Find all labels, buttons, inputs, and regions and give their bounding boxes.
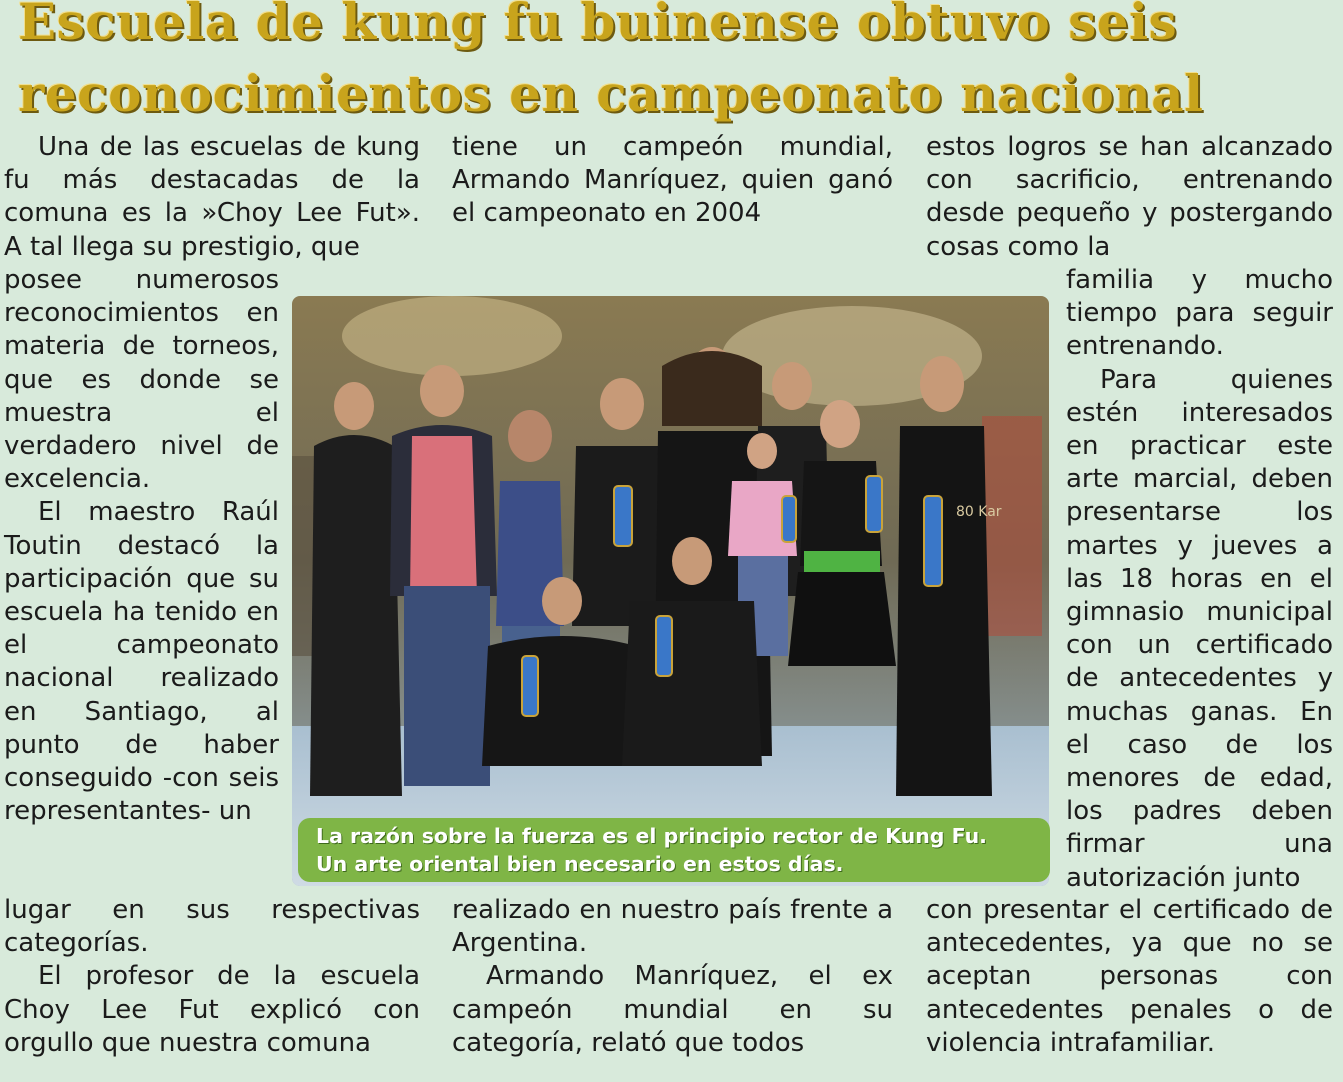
paragraph: lugar en sus respectivas categorías. [4,895,420,959]
column-1-top [4,131,420,264]
column-3-top [926,131,1333,264]
paragraph: Para quienes estén interesados en practicar este arte marcial, deben presentarse los martes y jueves a las 18 horas en el gimnasio municipal con un certificado de antecedentes y muchas ganas. En el caso de los menores de edad, los padres deben firmar una autorización junto [1066,364,1333,893]
paragraph: El profesor de la escuela Choy Lee Fut explicó con orgullo que nuestra comuna [4,961,420,1058]
paragraph: realizado en nuestro país frente a Argentina. [452,895,893,959]
paragraph: tiene un campeón mundial, Armando Manríquez, quien ganó el campeonato en 2004 [452,132,893,229]
shirt-text: 80 Kar [956,504,1002,520]
group-photo-illustration [292,296,1049,886]
paragraph: familia y mucho tiempo para seguir entrenando. [1066,265,1333,362]
headline-line-1: Escuela de kung fu buinense obtuvo seis [18,0,1178,51]
column-1-bottom [4,894,420,1060]
paragraph: posee numerosos reconocimientos en materia de torneos, que es donde se muestra el verdadero nivel de excelencia. [4,265,279,495]
paragraph: El maestro Raúl Toutin destacó la participación que su escuela ha tenido en el campeonato nacional realizado en Santiago, al punto de haber conseguido -con seis representantes- un [4,497,279,827]
headline-line-2: reconocimientos en campeonato nacional [18,64,1204,123]
standing-person [310,382,402,796]
column-3-bottom [926,894,1333,1060]
photo-caption [298,818,1050,882]
column-1-narrow [4,264,279,828]
headline [18,0,1318,130]
caption-line-2: Un arte oriental bien necesario en estos días. [316,852,844,876]
column-2-bottom [452,894,893,1060]
paragraph: Armando Manríquez, el ex campeón mundial en su categoría, relató que todos [452,961,893,1058]
caption-line-1: La razón sobre la fuerza es el principio rector de Kung Fu. [316,824,987,848]
paragraph: Una de las escuelas de kung fu más destacadas de la comuna es la »Choy Lee Fut». A tal llega su prestigio, que [4,132,420,262]
paragraph: estos logros se han alcanzado con sacrificio, entrenando desde pequeño y postergando cosas como la [926,132,1333,262]
group-photo [292,296,1049,886]
paragraph: con presentar el certificado de antecedentes, ya que no se aceptan personas con antecedentes penales o de violencia intrafamiliar. [926,895,1333,1058]
column-2-top [452,131,893,231]
column-3-narrow [1066,264,1333,895]
